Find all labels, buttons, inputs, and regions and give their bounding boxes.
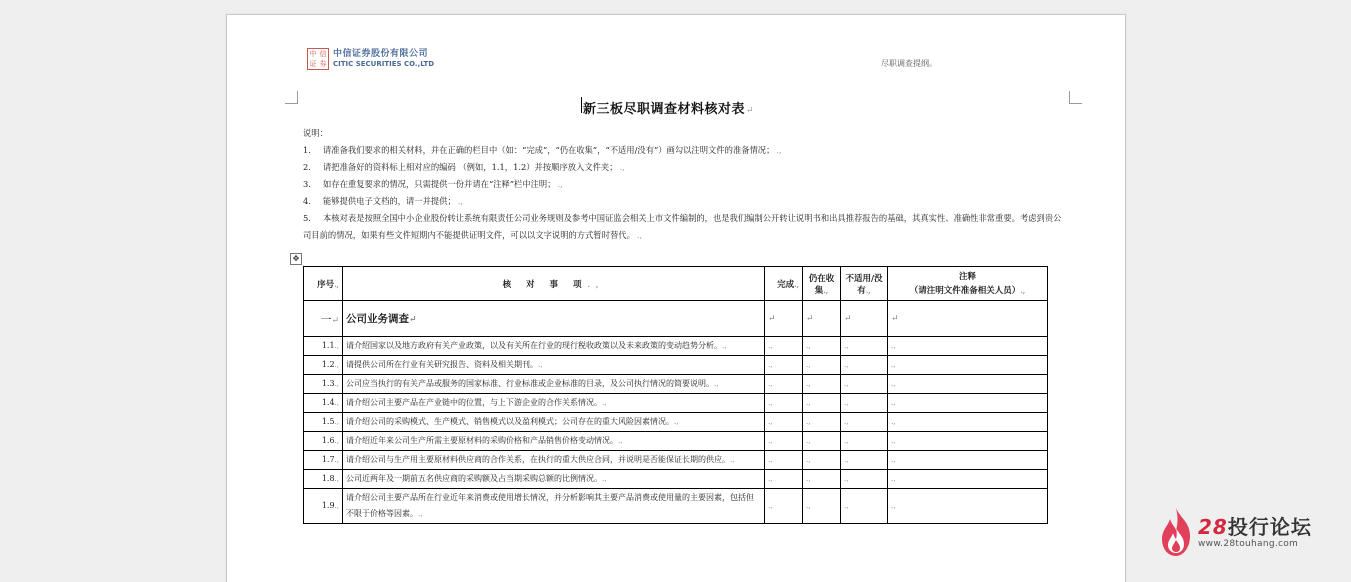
logo-emblem xyxy=(307,48,329,70)
table-row xyxy=(304,394,1048,413)
section-title[interactable]: 公司业务调查↵ xyxy=(343,301,765,337)
note-cell[interactable]: ., xyxy=(888,337,1048,356)
done-cell[interactable]: ., xyxy=(765,489,803,524)
document-title[interactable]: 新三板尽职调查材料核对表↵ xyxy=(583,102,755,117)
row-item[interactable]: 请介绍国家以及地方政府有关产业政策，以及有关所在行业的现行税收政策以及未来政策的变动趋势分析。., xyxy=(343,337,765,356)
table-row xyxy=(304,375,1048,394)
done-cell[interactable]: ., xyxy=(765,375,803,394)
logo-char: 信 xyxy=(319,49,327,58)
row-no[interactable]: 1.7., xyxy=(304,451,343,470)
collecting-cell[interactable]: ., xyxy=(803,470,841,489)
row-item[interactable]: 请介绍公司与生产用主要原材料供应商的合作关系，在执行的重大供应合同，并说明是否能保证长期的供应。., xyxy=(343,451,765,470)
done-cell[interactable]: ., xyxy=(765,356,803,375)
note-cell[interactable]: ↵ xyxy=(888,301,1048,337)
table-row xyxy=(304,432,1048,451)
note-cell[interactable]: ., xyxy=(888,413,1048,432)
document-page xyxy=(226,14,1126,582)
collecting-cell[interactable]: ., xyxy=(803,375,841,394)
note-cell[interactable]: ., xyxy=(888,432,1048,451)
done-cell[interactable]: ↵ xyxy=(765,301,803,337)
na-cell[interactable]: ., xyxy=(841,375,888,394)
collecting-cell[interactable]: ↵ xyxy=(803,301,841,337)
instruction-item: 3. 如存在重复要求的情况，只需提供一份并请在“注释”栏中注明； ., xyxy=(303,179,563,189)
collecting-cell[interactable]: ., xyxy=(803,337,841,356)
row-item[interactable]: 公司应当执行的有关产品或服务的国家标准、行业标准或企业标准的目录，及公司执行情况的简要说明。., xyxy=(343,375,765,394)
company-name-en: CITIC SECURITIES CO.,LTD xyxy=(333,60,435,68)
collecting-cell[interactable]: ., xyxy=(803,451,841,470)
table-row xyxy=(304,489,1048,524)
table-row xyxy=(304,451,1048,470)
header-item: 核 对 事 项., xyxy=(343,267,765,301)
note-cell[interactable]: ., xyxy=(888,451,1048,470)
collecting-cell[interactable]: ., xyxy=(803,394,841,413)
done-cell[interactable]: ., xyxy=(765,337,803,356)
text-cursor xyxy=(581,97,582,113)
header-done: 完成., xyxy=(765,267,803,301)
header-collecting: 仍在收集., xyxy=(803,267,841,301)
row-item[interactable]: 请介绍公司主要产品所在行业近年来消费或使用增长情况，并分析影响其主要产品消费或使用量的主要因素，包括但不限于价格等因素。., xyxy=(343,489,765,524)
instructions-block[interactable] xyxy=(303,125,1063,244)
row-no[interactable]: 1.9., xyxy=(304,489,343,524)
company-logo xyxy=(307,48,434,70)
note-cell[interactable]: ., xyxy=(888,356,1048,375)
note-cell[interactable]: ., xyxy=(888,375,1048,394)
na-cell[interactable]: ., xyxy=(841,451,888,470)
margin-mark-top-left xyxy=(285,91,298,104)
instruction-item: 5. 本核对表是按照全国中小企业股份转让系统有限责任公司业务规则及参考中国证监会相关上市文件编制的，也是我们编制公开转让说明书和出具推荐报告的基础，其真实性、准确性非常重要。考虑到贵公司目前的情况，如果有些文件短期内不能提供证明文件，可以以文字说明的方式暂时替代。 ., xyxy=(303,213,1062,240)
section-no[interactable]: 一↵ xyxy=(304,301,343,337)
row-no[interactable]: 1.8., xyxy=(304,470,343,489)
row-no[interactable]: 1.6., xyxy=(304,432,343,451)
collecting-cell[interactable]: ., xyxy=(803,489,841,524)
note-cell[interactable]: ., xyxy=(888,489,1048,524)
header-no: 序号., xyxy=(304,267,343,301)
na-cell[interactable]: ., xyxy=(841,394,888,413)
na-cell[interactable]: ., xyxy=(841,413,888,432)
note-cell[interactable]: ., xyxy=(888,470,1048,489)
na-cell[interactable]: ., xyxy=(841,356,888,375)
logo-char: 中 xyxy=(309,49,317,58)
row-item[interactable]: 公司近两年及一期前五名供应商的采购额及占当期采购总额的比例情况。., xyxy=(343,470,765,489)
done-cell[interactable]: ., xyxy=(765,413,803,432)
done-cell[interactable]: ., xyxy=(765,451,803,470)
watermark-title: 28投行论坛 xyxy=(1198,514,1312,539)
header-note: 注释 （请注明文件准备相关人员）., xyxy=(888,267,1048,301)
table-header-row xyxy=(304,267,1048,301)
logo-char: 券 xyxy=(319,59,327,68)
row-no[interactable]: 1.3., xyxy=(304,375,343,394)
row-no[interactable]: 1.1., xyxy=(304,337,343,356)
row-no[interactable]: 1.2., xyxy=(304,356,343,375)
instruction-item: 2. 请把准备好的资料标上相对应的编码 （例如，1.1，1.2）并按顺序放入文件夹； ., xyxy=(303,162,625,172)
instruction-item: 1. 请准备我们要求的相关材料，并在正确的栏目中（如：“完成”，“仍在收集”，“不适用/没有”）画勾以注明文件的准备情况； ., xyxy=(303,145,782,155)
note-cell[interactable]: ., xyxy=(888,394,1048,413)
na-cell[interactable]: ↵ xyxy=(841,301,888,337)
header-right-text: 尽职调查提纲。 xyxy=(881,59,937,68)
table-row xyxy=(304,356,1048,375)
row-item[interactable]: 请提供公司所在行业有关研究报告、资料及相关期刊。., xyxy=(343,356,765,375)
logo-char: 证 xyxy=(309,59,317,68)
instruction-item: 4. 能够提供电子文档的，请一并提供； ., xyxy=(303,196,464,206)
collecting-cell[interactable]: ., xyxy=(803,432,841,451)
na-cell[interactable]: ., xyxy=(841,470,888,489)
margin-mark-top-right xyxy=(1069,91,1082,104)
table-row xyxy=(304,470,1048,489)
table-row xyxy=(304,413,1048,432)
table-row xyxy=(304,337,1048,356)
row-item[interactable]: 请介绍公司的采购模式、生产模式、销售模式以及盈利模式；公司存在的重大风险因素情况。., xyxy=(343,413,765,432)
done-cell[interactable]: ., xyxy=(765,432,803,451)
na-cell[interactable]: ., xyxy=(841,337,888,356)
row-item[interactable]: 请介绍近年来公司生产所需主要原材料的采购价格和产品销售价格变动情况。., xyxy=(343,432,765,451)
row-no[interactable]: 1.4., xyxy=(304,394,343,413)
flame-logo-icon xyxy=(1158,506,1194,558)
na-cell[interactable]: ., xyxy=(841,432,888,451)
row-no[interactable]: 1.5., xyxy=(304,413,343,432)
section-row xyxy=(304,301,1048,337)
checklist-table xyxy=(303,266,1048,524)
instructions-heading: 说明： xyxy=(303,128,328,138)
na-cell[interactable]: ., xyxy=(841,489,888,524)
done-cell[interactable]: ., xyxy=(765,394,803,413)
company-name-cn: 中信证券股份有限公司 xyxy=(333,49,429,59)
watermark-url: www.28touhang.com xyxy=(1198,538,1299,549)
row-item[interactable]: 请介绍公司主要产品在产业链中的位置，与上下游企业的合作关系情况。., xyxy=(343,394,765,413)
done-cell[interactable]: ., xyxy=(765,470,803,489)
forum-watermark xyxy=(1158,506,1312,558)
collecting-cell[interactable]: ., xyxy=(803,413,841,432)
table-move-handle-icon[interactable]: ✥ xyxy=(290,253,302,265)
header-na: 不适用/没有., xyxy=(841,267,888,301)
collecting-cell[interactable]: ., xyxy=(803,356,841,375)
